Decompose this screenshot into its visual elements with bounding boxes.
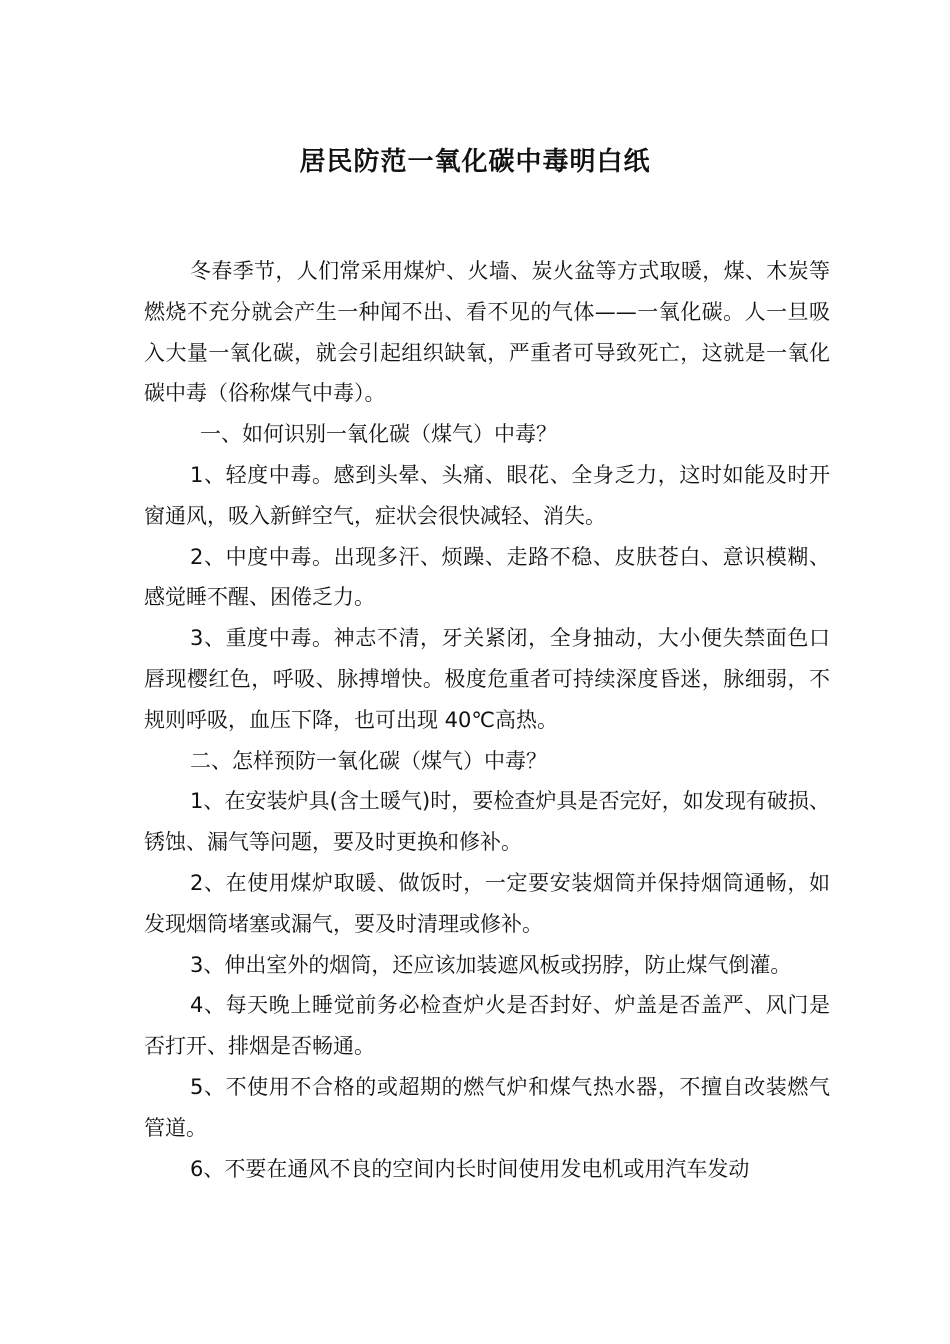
section-2-item-6: 6、不要在通风不良的空间内长时间使用发电机或用汽车发动 [190, 1156, 750, 1181]
section-1-item-3: 3、重度中毒。神志不清，牙关紧闭，全身抽动，大小便失禁面色口唇现樱红色，呼吸、脉搏增快。极度危重者可持续深度昏迷，脉细弱，不规则呼吸，血压下降，也可出现 40℃高热。 [144, 626, 830, 732]
section-2-heading: 二、怎样预防一氧化碳（煤气）中毒？ [190, 748, 547, 773]
section-1-item-2: 2、中度中毒。出现多汗、烦躁、走路不稳、皮肤苍白、意识模糊、感觉睡不醒、困倦乏力。 [144, 544, 830, 610]
section-2-item-5: 5、不使用不合格的或超期的燃气炉和煤气热水器，不擅自改装燃气管道。 [144, 1074, 830, 1140]
section-1-heading: 一、如何识别一氧化碳（煤气）中毒？ [200, 422, 557, 447]
section-2-item-3: 3、伸出室外的烟筒，还应该加装遮风板或拐脖，防止煤气倒灌。 [190, 952, 792, 977]
section-2-item-4: 4、每天晚上睡觉前务必检查炉火是否封好、炉盖是否盖严、风门是否打开、排烟是否畅通。 [144, 993, 830, 1059]
intro-paragraph: 冬春季节，人们常采用煤炉、火墙、炭火盆等方式取暖，煤、木炭等燃烧不充分就会产生一种闻不出、看不见的气体——一氧化碳。人一旦吸入大量一氧化碳，就会引起组织缺氧，严重者可导致死亡，这就是一氧化碳中毒（俗称煤气中毒）。 [144, 259, 830, 406]
section-1-item-1: 1、轻度中毒。感到头晕、头痛、眼花、全身乏力，这时如能及时开窗通风，吸入新鲜空气，症状会很快减轻、消失。 [144, 462, 830, 528]
section-2-item-2: 2、在使用煤炉取暖、做饭时，一定要安装烟筒并保持烟筒通畅，如发现烟筒堵塞或漏气，要及时清理或修补。 [144, 870, 830, 936]
document-body [144, 251, 830, 1189]
section-2-item-1: 1、在安装炉具(含土暖气)时，要检查炉具是否完好，如发现有破损、锈蚀、漏气等问题，要及时更换和修补。 [144, 789, 830, 855]
document-title: 居民防范一氧化碳中毒明白纸 [299, 147, 651, 177]
